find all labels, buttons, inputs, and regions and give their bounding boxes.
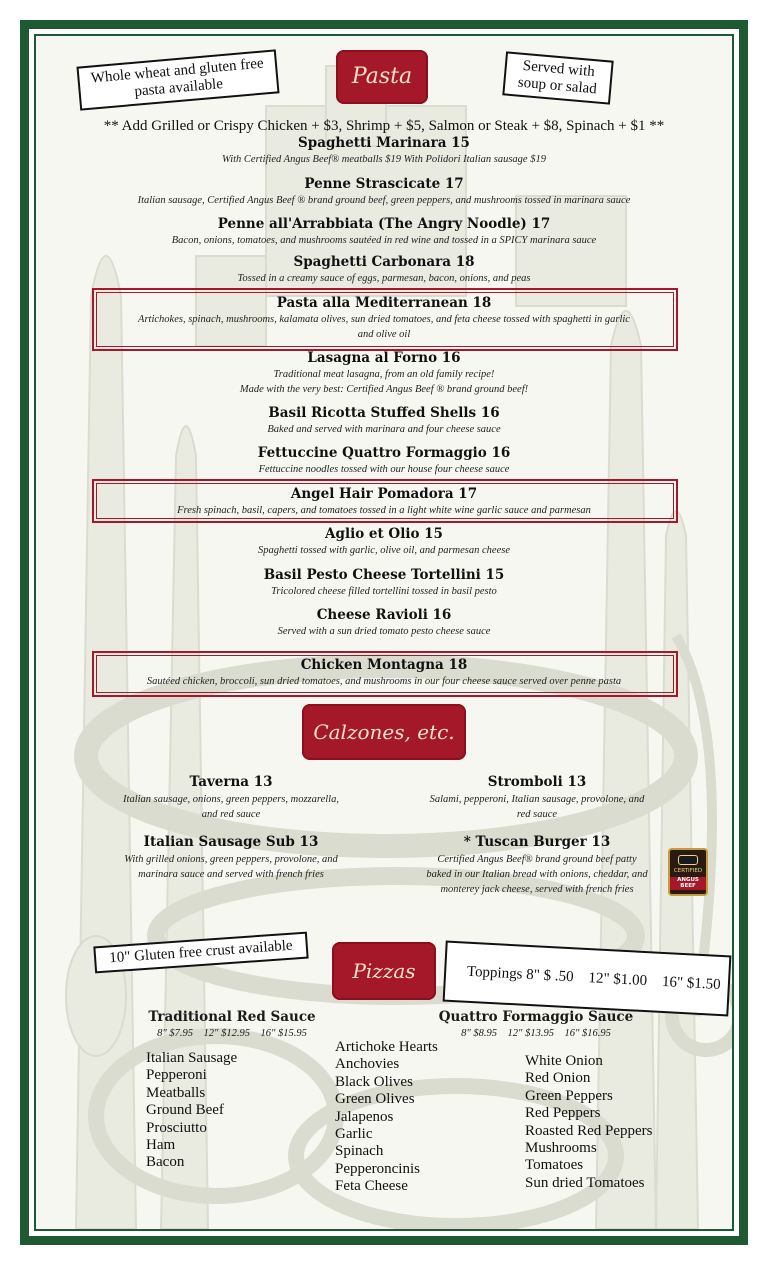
menu-item-name: Spaghetti Marinara 15 [298, 135, 470, 151]
gluten-free-crust-note-text: 10" Gluten free crust available [108, 937, 294, 967]
topping-item: Ground Beef [146, 1102, 224, 1119]
topping-item: Meatballs [146, 1084, 206, 1101]
topping-item: Bacon [146, 1154, 185, 1171]
calzone-item-desc: With grilled onions, green peppers, provolone, and [124, 854, 338, 865]
menu-item-desc: and olive oil [357, 329, 411, 340]
menu-item [36, 349, 732, 397]
menu-item-desc: Artichokes, spinach, mushrooms, kalamata olives, sun dried tomatoes, and feta cheese tossed with spaghetti in garlic [138, 314, 630, 325]
menu-item-desc: Tricolored cheese filled tortellini tossed in basil pesto [271, 586, 497, 597]
calzone-item-desc: Italian sausage, onions, green peppers, mozzarella, [123, 794, 339, 805]
calzone-item-desc: Salami, pepperoni, Italian sausage, provolone, and [429, 794, 645, 805]
topping-item: Prosciutto [146, 1119, 207, 1136]
add-on-note: ** Add Grilled or Crispy Chicken + $3, Shrimp + $5, Salmon or Steak + $8, Spinach + $1 ** [103, 118, 665, 134]
gluten-free-crust-note [93, 932, 308, 974]
toppings-list-onions-peppers [525, 1053, 652, 1192]
menu-item [36, 134, 732, 167]
calzone-item-desc: monterey jack cheese, served with french fries [440, 884, 634, 895]
calzone-item-desc: and red sauce [201, 809, 261, 820]
toppings-list-meats [146, 1050, 237, 1172]
toppings-price-note-text: Toppings 8" $ .50 12" $1.00 16" $1.50 [466, 963, 721, 993]
calzone-item [406, 833, 668, 897]
pizzas-banner [332, 942, 436, 1000]
topping-item: Red Onion [525, 1070, 591, 1087]
badge-line-1: CERTIFIED [673, 868, 703, 874]
topping-item: Red Peppers [525, 1105, 601, 1122]
menu-item [36, 175, 732, 208]
calzone-item [406, 773, 668, 822]
calzone-item-name: Taverna 13 [189, 774, 273, 790]
topping-item: Italian Sausage [146, 1050, 238, 1066]
menu-item-name: Fettuccine Quattro Formaggio 16 [257, 445, 511, 461]
topping-item: Roasted Red Peppers [525, 1122, 653, 1139]
menu-item-desc: Spaghetti tossed with garlic, olive oil, and parmesan cheese [258, 545, 510, 556]
menu-item-name: Basil Ricotta Stuffed Shells 16 [268, 405, 500, 421]
menu-item-name: Basil Pesto Cheese Tortellini 15 [263, 567, 505, 583]
menu-item-desc: Bacon, onions, tomatoes, and mushrooms sautéed in red wine and tossed in a SPICY marinara sauce [171, 235, 597, 246]
topping-item: Mushrooms [525, 1140, 597, 1157]
topping-item: Pepperoncinis [335, 1160, 420, 1177]
topping-item: Green Peppers [525, 1087, 613, 1104]
menu-item [36, 566, 732, 599]
menu-item-desc: Tossed in a creamy sauce of eggs, parmesan, bacon, onions, and peas [237, 273, 531, 284]
topping-item: Pepperoni [146, 1067, 207, 1084]
menu-item-name: Aglio et Olio 15 [325, 526, 443, 542]
menu-item [36, 253, 732, 286]
pizzas-banner-title: Pizzas [352, 959, 416, 983]
menu-item [36, 525, 732, 558]
menu-item [36, 294, 732, 342]
toppings-price-note [443, 941, 732, 1017]
calzone-item-desc: marinara sauce and served with french fries [138, 869, 324, 880]
menu-item-name: Penne all'Arrabbiata (The Angry Noodle) 17 [217, 216, 551, 232]
menu-item-name: Pasta alla Mediterranean 18 [276, 295, 492, 311]
topping-item: Anchovies [335, 1056, 400, 1073]
quattro-sauce-name: Quattro Formaggio Sauce [438, 1009, 634, 1025]
topping-item: Black Olives [335, 1073, 413, 1090]
menu-item-desc: Served with a sun dried tomato pesto cheese sauce [277, 626, 491, 637]
red-sauce-prices: 8" $7.95 12" $12.95 16" $15.95 [157, 1028, 307, 1039]
topping-item: Garlic [335, 1126, 373, 1143]
menu-item-desc: Fettuccine noodles tossed with our house four cheese sauce [258, 464, 510, 475]
red-sauce-heading [132, 1008, 332, 1042]
topping-item: White Onion [525, 1053, 603, 1069]
menu-item-name: Lasagna al Forno 16 [307, 350, 461, 366]
menu-item [36, 485, 732, 518]
topping-item: Sun dried Tomatoes [525, 1174, 645, 1191]
calzones-banner [302, 704, 466, 760]
menu-item-desc: Fresh spinach, basil, capers, and tomatoes tossed in a light white wine garlic sauce and parmesan [177, 505, 591, 516]
calzone-item [100, 833, 362, 882]
menu-item-name: Angel Hair Pomadora 17 [290, 486, 478, 502]
menu-item-desc: Sautéed chicken, broccoli, sun dried tomatoes, and mushrooms in our four cheese sauce served over penne pasta [146, 676, 622, 687]
topping-item: Ham [146, 1137, 176, 1154]
calzone-item-name: Stromboli 13 [487, 774, 587, 790]
served-with-note [502, 51, 613, 104]
menu-item [36, 606, 732, 639]
menu-item-name: Chicken Montagna 18 [300, 657, 468, 673]
whole-wheat-note [76, 49, 279, 110]
menu-item-name: Spaghetti Carbonara 18 [293, 254, 475, 270]
menu-item [36, 404, 732, 437]
menu-item-desc: Made with the very best: Certified Angus Beef ® brand ground beef! [239, 384, 529, 395]
toppings-list-veggies [335, 1039, 438, 1196]
topping-item: Jalapenos [335, 1108, 394, 1125]
menu-item-desc: Baked and served with marinara and four cheese sauce [267, 424, 501, 435]
menu-item [36, 444, 732, 477]
menu-item-name: Cheese Ravioli 16 [316, 607, 452, 623]
calzone-item-name: Italian Sausage Sub 13 [143, 834, 319, 850]
pasta-banner [336, 50, 428, 104]
menu-item-desc: Italian sausage, Certified Angus Beef ® brand ground beef, green peppers, and mushrooms tossed in marinara sauce [137, 195, 631, 206]
calzone-item [100, 773, 362, 822]
calzone-item-desc: red sauce [516, 809, 558, 820]
topping-item: Tomatoes [525, 1157, 584, 1174]
whole-wheat-note-text: Whole wheat and gluten free pasta available [90, 55, 265, 100]
pasta-banner-title: Pasta [351, 64, 413, 89]
menu-item [36, 656, 732, 689]
quattro-sauce-prices: 8" $8.95 12" $13.95 16" $16.95 [461, 1028, 611, 1039]
calzones-banner-title: Calzones, etc. [313, 720, 455, 744]
topping-item: Spinach [335, 1143, 384, 1160]
topping-item: Artichoke Hearts [335, 1039, 438, 1055]
badge-line-2: ANGUS BEEF [670, 877, 706, 890]
menu-content [36, 36, 732, 1229]
calzone-item-desc: Certified Angus Beef® brand ground beef patty [437, 854, 637, 865]
topping-item: Green Olives [335, 1091, 415, 1108]
cow-icon [678, 855, 698, 865]
calzone-item-desc: baked in our Italian bread with onions, cheddar, and [426, 869, 648, 880]
quattro-sauce-heading [426, 1008, 646, 1042]
certified-angus-beef-logo [668, 848, 708, 896]
served-with-note-text: Served with soup or salad [517, 57, 598, 98]
red-sauce-name: Traditional Red Sauce [148, 1009, 316, 1025]
menu-item-name: Penne Strascicate 17 [304, 176, 464, 192]
menu-item-desc: With Certified Angus Beef® meatballs $19 With Polidori Italian sausage $19 [222, 154, 546, 165]
calzone-item-name: * Tuscan Burger 13 [463, 834, 611, 850]
menu-item-desc: Traditional meat lasagna, from an old family recipe! [273, 369, 495, 380]
topping-item: Feta Cheese [335, 1178, 408, 1195]
menu-item [36, 215, 732, 248]
